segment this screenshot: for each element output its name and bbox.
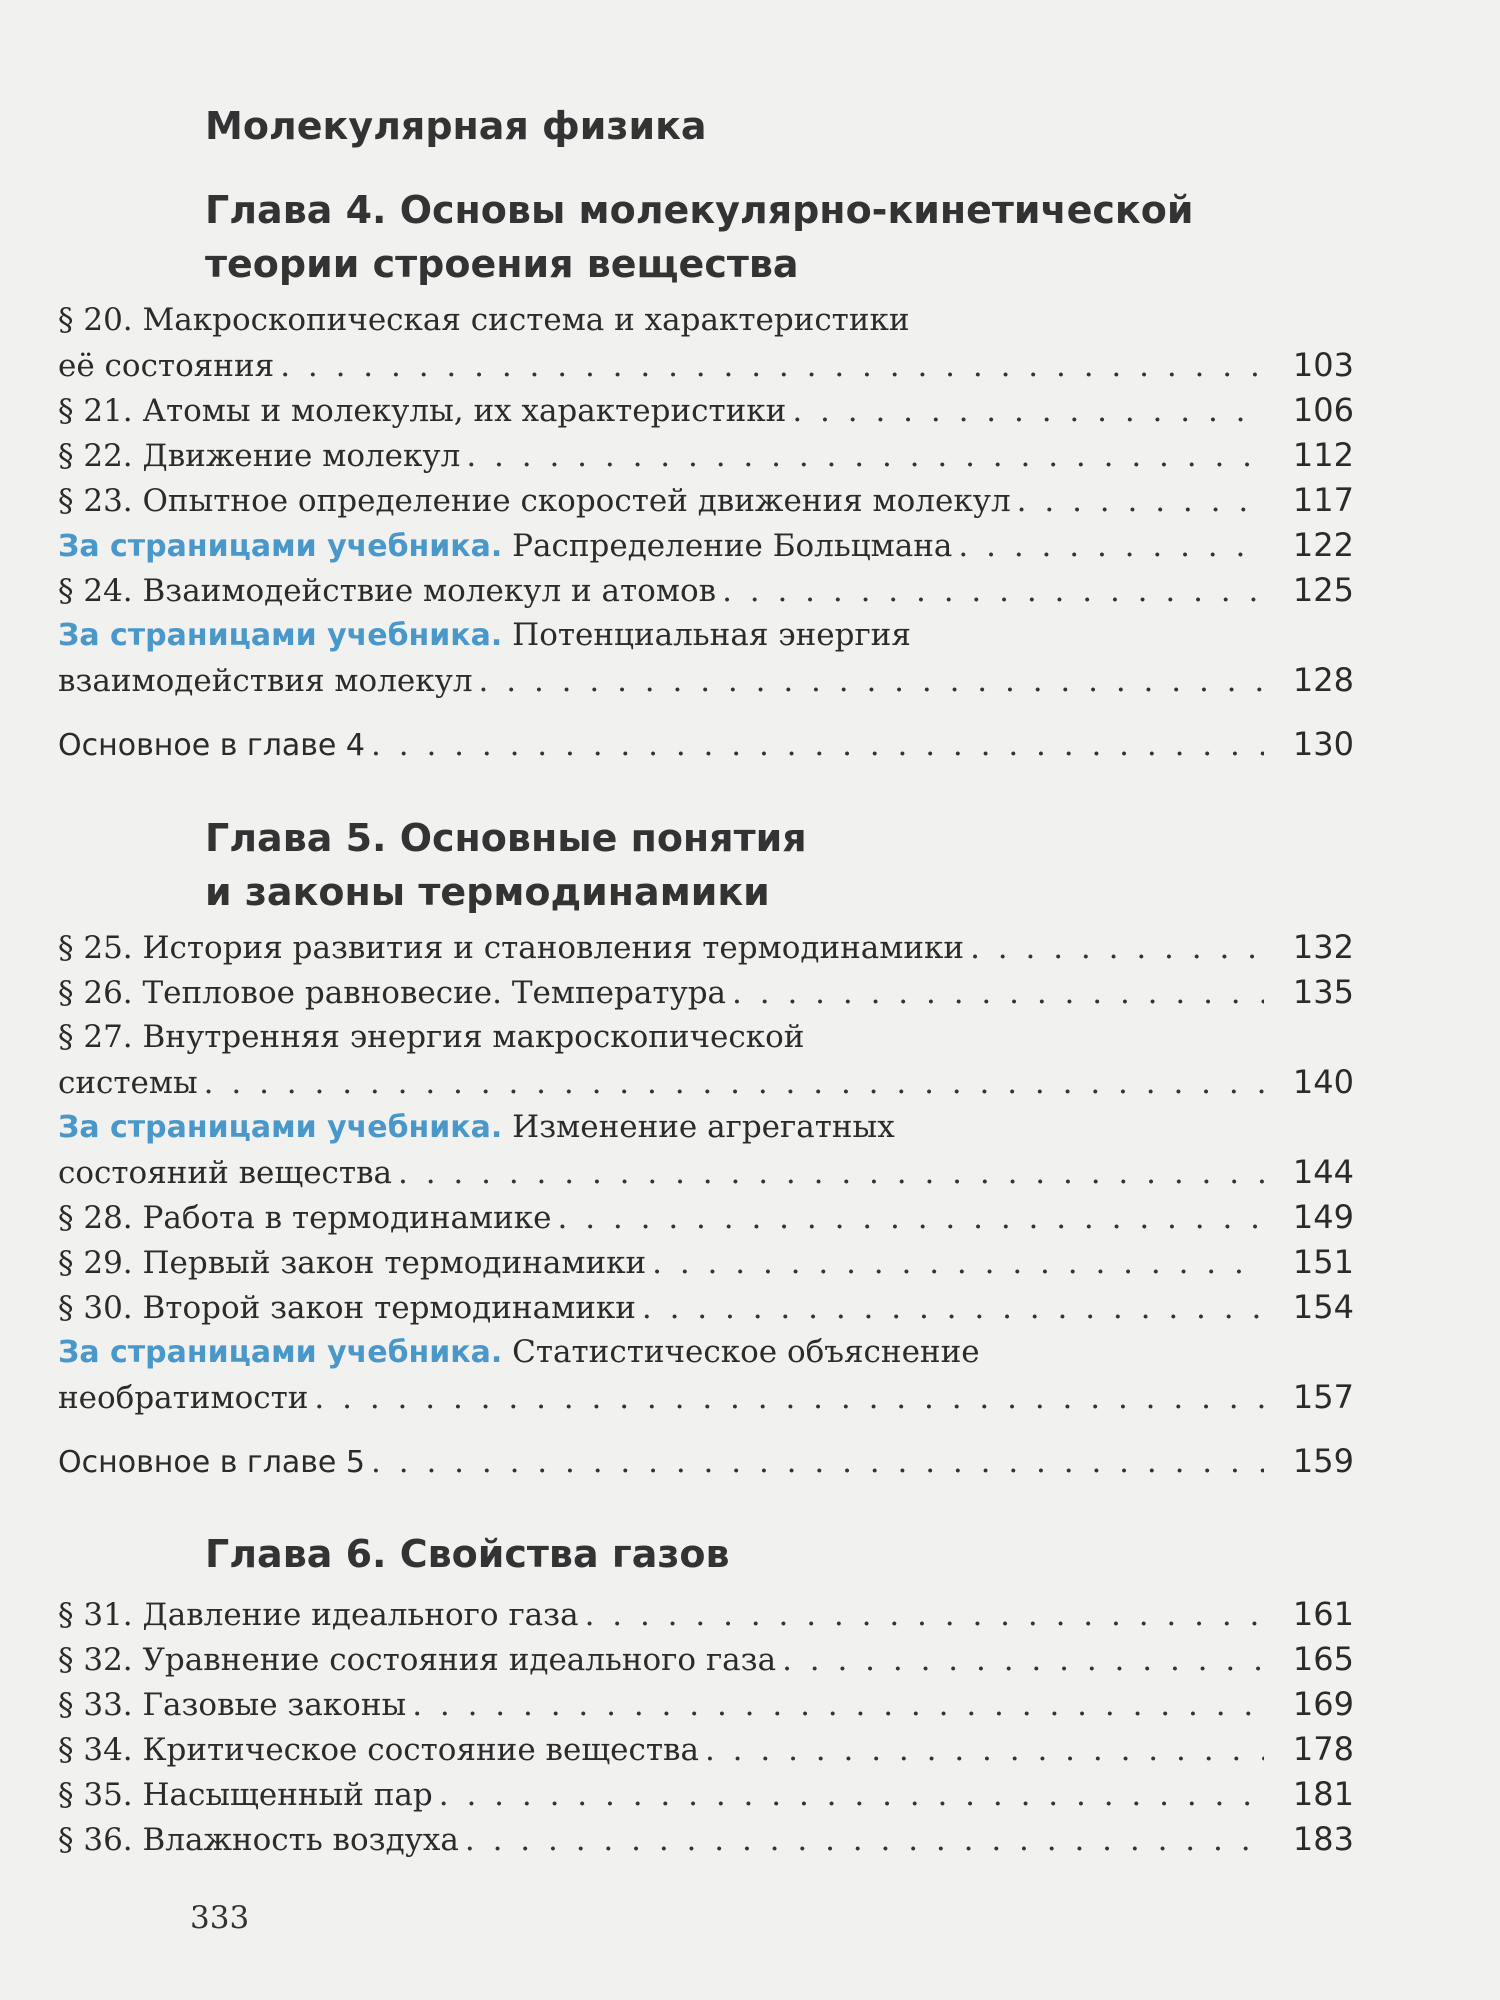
toc-entry-24[interactable] — [58, 568, 1354, 613]
toc-entry-potential-energy[interactable] — [58, 613, 1354, 703]
entry-text: § 34. Критическое состояние вещества — [58, 1732, 699, 1768]
entry-text: § 33. Газовые законы — [58, 1687, 407, 1723]
leader-dots — [585, 1593, 1264, 1638]
leader-dots — [479, 659, 1264, 704]
page-number: 333 — [190, 1900, 250, 1936]
toc-entry-20[interactable] — [58, 298, 1354, 388]
entry-page: 112 — [1292, 436, 1354, 474]
leader-dots — [314, 1376, 1264, 1421]
entry-text: § 24. Взаимодействие молекул и атомов — [58, 573, 717, 609]
entry-page: 183 — [1292, 1820, 1354, 1858]
leader-dots — [465, 1818, 1264, 1863]
toc-entry-25[interactable] — [58, 925, 1354, 970]
toc-entry-21[interactable] — [58, 388, 1354, 433]
leader-dots — [782, 1638, 1264, 1683]
entry-page: 140 — [1292, 1063, 1354, 1101]
entry-page: 165 — [1292, 1640, 1354, 1678]
toc-entry-35[interactable] — [58, 1772, 1354, 1817]
entry-page: 149 — [1292, 1198, 1354, 1236]
entry-page: 125 — [1292, 571, 1354, 609]
entry-page: 154 — [1292, 1288, 1354, 1326]
entry-page: 128 — [1292, 661, 1354, 699]
toc-entry-summary-5[interactable] — [58, 1439, 1354, 1484]
entry-text: Основное в главе 5 — [58, 1445, 366, 1480]
beyond-textbook-tag: За страницами учебника. — [58, 529, 503, 564]
chapter-4-title-line-2: теории строения вещества — [205, 242, 799, 286]
entry-page: 144 — [1292, 1153, 1354, 1191]
toc-entry-36[interactable] — [58, 1817, 1354, 1862]
entry-page: 151 — [1292, 1243, 1354, 1281]
leader-dots — [204, 1061, 1264, 1106]
toc-entry-irreversibility[interactable] — [58, 1330, 1354, 1420]
entry-page: 181 — [1292, 1775, 1354, 1813]
entry-page: 117 — [1292, 481, 1354, 519]
entry-page: 132 — [1292, 928, 1354, 966]
entry-page: 178 — [1292, 1730, 1354, 1768]
leader-dots — [722, 569, 1264, 614]
entry-text: § 21. Атомы и молекулы, их характеристики — [58, 393, 787, 429]
toc-entry-aggregate-states[interactable] — [58, 1105, 1354, 1195]
entry-text: § 23. Опытное определение скоростей движения молекул — [58, 483, 1011, 519]
entry-text: Статистическое объяснение — [502, 1334, 980, 1370]
leader-dots — [958, 524, 1264, 569]
entry-page: 159 — [1292, 1442, 1354, 1480]
entry-text: Распределение Больцмана — [502, 528, 953, 564]
toc-entry-33[interactable] — [58, 1682, 1354, 1727]
toc-entry-31[interactable] — [58, 1592, 1354, 1637]
beyond-textbook-tag: За страницами учебника. — [58, 1110, 503, 1145]
entry-text-cont: необратимости — [58, 1380, 309, 1416]
leader-dots — [371, 1440, 1264, 1485]
entry-page: 130 — [1292, 725, 1354, 763]
toc-entry-22[interactable] — [58, 433, 1354, 478]
entry-text: § 20. Макроскопическая система и характеристики — [58, 302, 910, 338]
toc-entry-34[interactable] — [58, 1727, 1354, 1772]
toc-entry-27[interactable] — [58, 1015, 1354, 1105]
section-title: Молекулярная физика — [205, 104, 707, 148]
leader-dots — [642, 1286, 1264, 1331]
entry-text-cont: состояний вещества — [58, 1155, 393, 1191]
beyond-textbook-tag: За страницами учебника. — [58, 618, 503, 653]
toc-entry-32[interactable] — [58, 1637, 1354, 1682]
toc-entry-23[interactable] — [58, 478, 1354, 523]
chapter-4-title-line-1: Глава 4. Основы молекулярно-кинетической — [205, 188, 1194, 232]
entry-text: § 25. История развития и становления термодинамики — [58, 930, 965, 966]
entry-text-cont: взаимодействия молекул — [58, 663, 473, 699]
entry-text: § 22. Движение молекул — [58, 438, 461, 474]
chapter-5-title-line-2: и законы термодинамики — [205, 870, 770, 914]
leader-dots — [732, 971, 1264, 1016]
entry-page: 135 — [1292, 973, 1354, 1011]
entry-text: § 29. Первый закон термодинамики — [58, 1245, 647, 1281]
entry-text: § 28. Работа в термодинамике — [58, 1200, 552, 1236]
leader-dots — [557, 1196, 1264, 1241]
chapter-5-title-line-1: Глава 5. Основные понятия — [205, 816, 807, 860]
entry-text: § 26. Тепловое равновесие. Температура — [58, 975, 727, 1011]
entry-page: 169 — [1292, 1685, 1354, 1723]
leader-dots — [466, 434, 1264, 479]
leader-dots — [398, 1151, 1264, 1196]
entry-page: 106 — [1292, 391, 1354, 429]
toc-entry-summary-4[interactable] — [58, 722, 1354, 767]
toc-entry-26[interactable] — [58, 970, 1354, 1015]
leader-dots — [652, 1241, 1264, 1286]
entry-text: § 36. Влажность воздуха — [58, 1822, 459, 1858]
entry-text: Изменение агрегатных — [502, 1109, 895, 1145]
leader-dots — [970, 926, 1264, 971]
leader-dots — [280, 344, 1264, 389]
entry-page: 161 — [1292, 1595, 1354, 1633]
leader-dots — [792, 389, 1264, 434]
leader-dots — [1017, 479, 1264, 524]
entry-page: 157 — [1292, 1378, 1354, 1416]
entry-text: Основное в главе 4 — [58, 728, 366, 763]
leader-dots — [705, 1728, 1264, 1773]
entry-page: 122 — [1292, 526, 1354, 564]
entry-text: § 32. Уравнение состояния идеального газа — [58, 1642, 777, 1678]
chapter-6-title: Глава 6. Свойства газов — [205, 1532, 730, 1576]
entry-text-cont: её состояния — [58, 348, 275, 384]
leader-dots — [371, 723, 1264, 768]
beyond-textbook-tag: За страницами учебника. — [58, 1335, 503, 1370]
entry-text: § 31. Давление идеального газа — [58, 1597, 579, 1633]
toc-entry-30[interactable] — [58, 1285, 1354, 1330]
toc-entry-29[interactable] — [58, 1240, 1354, 1285]
toc-entry-28[interactable] — [58, 1195, 1354, 1240]
entry-text: § 27. Внутренняя энергия макроскопической — [58, 1019, 805, 1055]
entry-page: 103 — [1292, 346, 1354, 384]
entry-text-cont: системы — [58, 1065, 198, 1101]
entry-text: Потенциальная энергия — [502, 617, 911, 653]
toc-entry-boltzmann[interactable] — [58, 523, 1354, 568]
entry-text: § 35. Насыщенный пар — [58, 1777, 433, 1813]
leader-dots — [412, 1683, 1264, 1728]
entry-text: § 30. Второй закон термодинамики — [58, 1290, 636, 1326]
leader-dots — [439, 1773, 1264, 1818]
